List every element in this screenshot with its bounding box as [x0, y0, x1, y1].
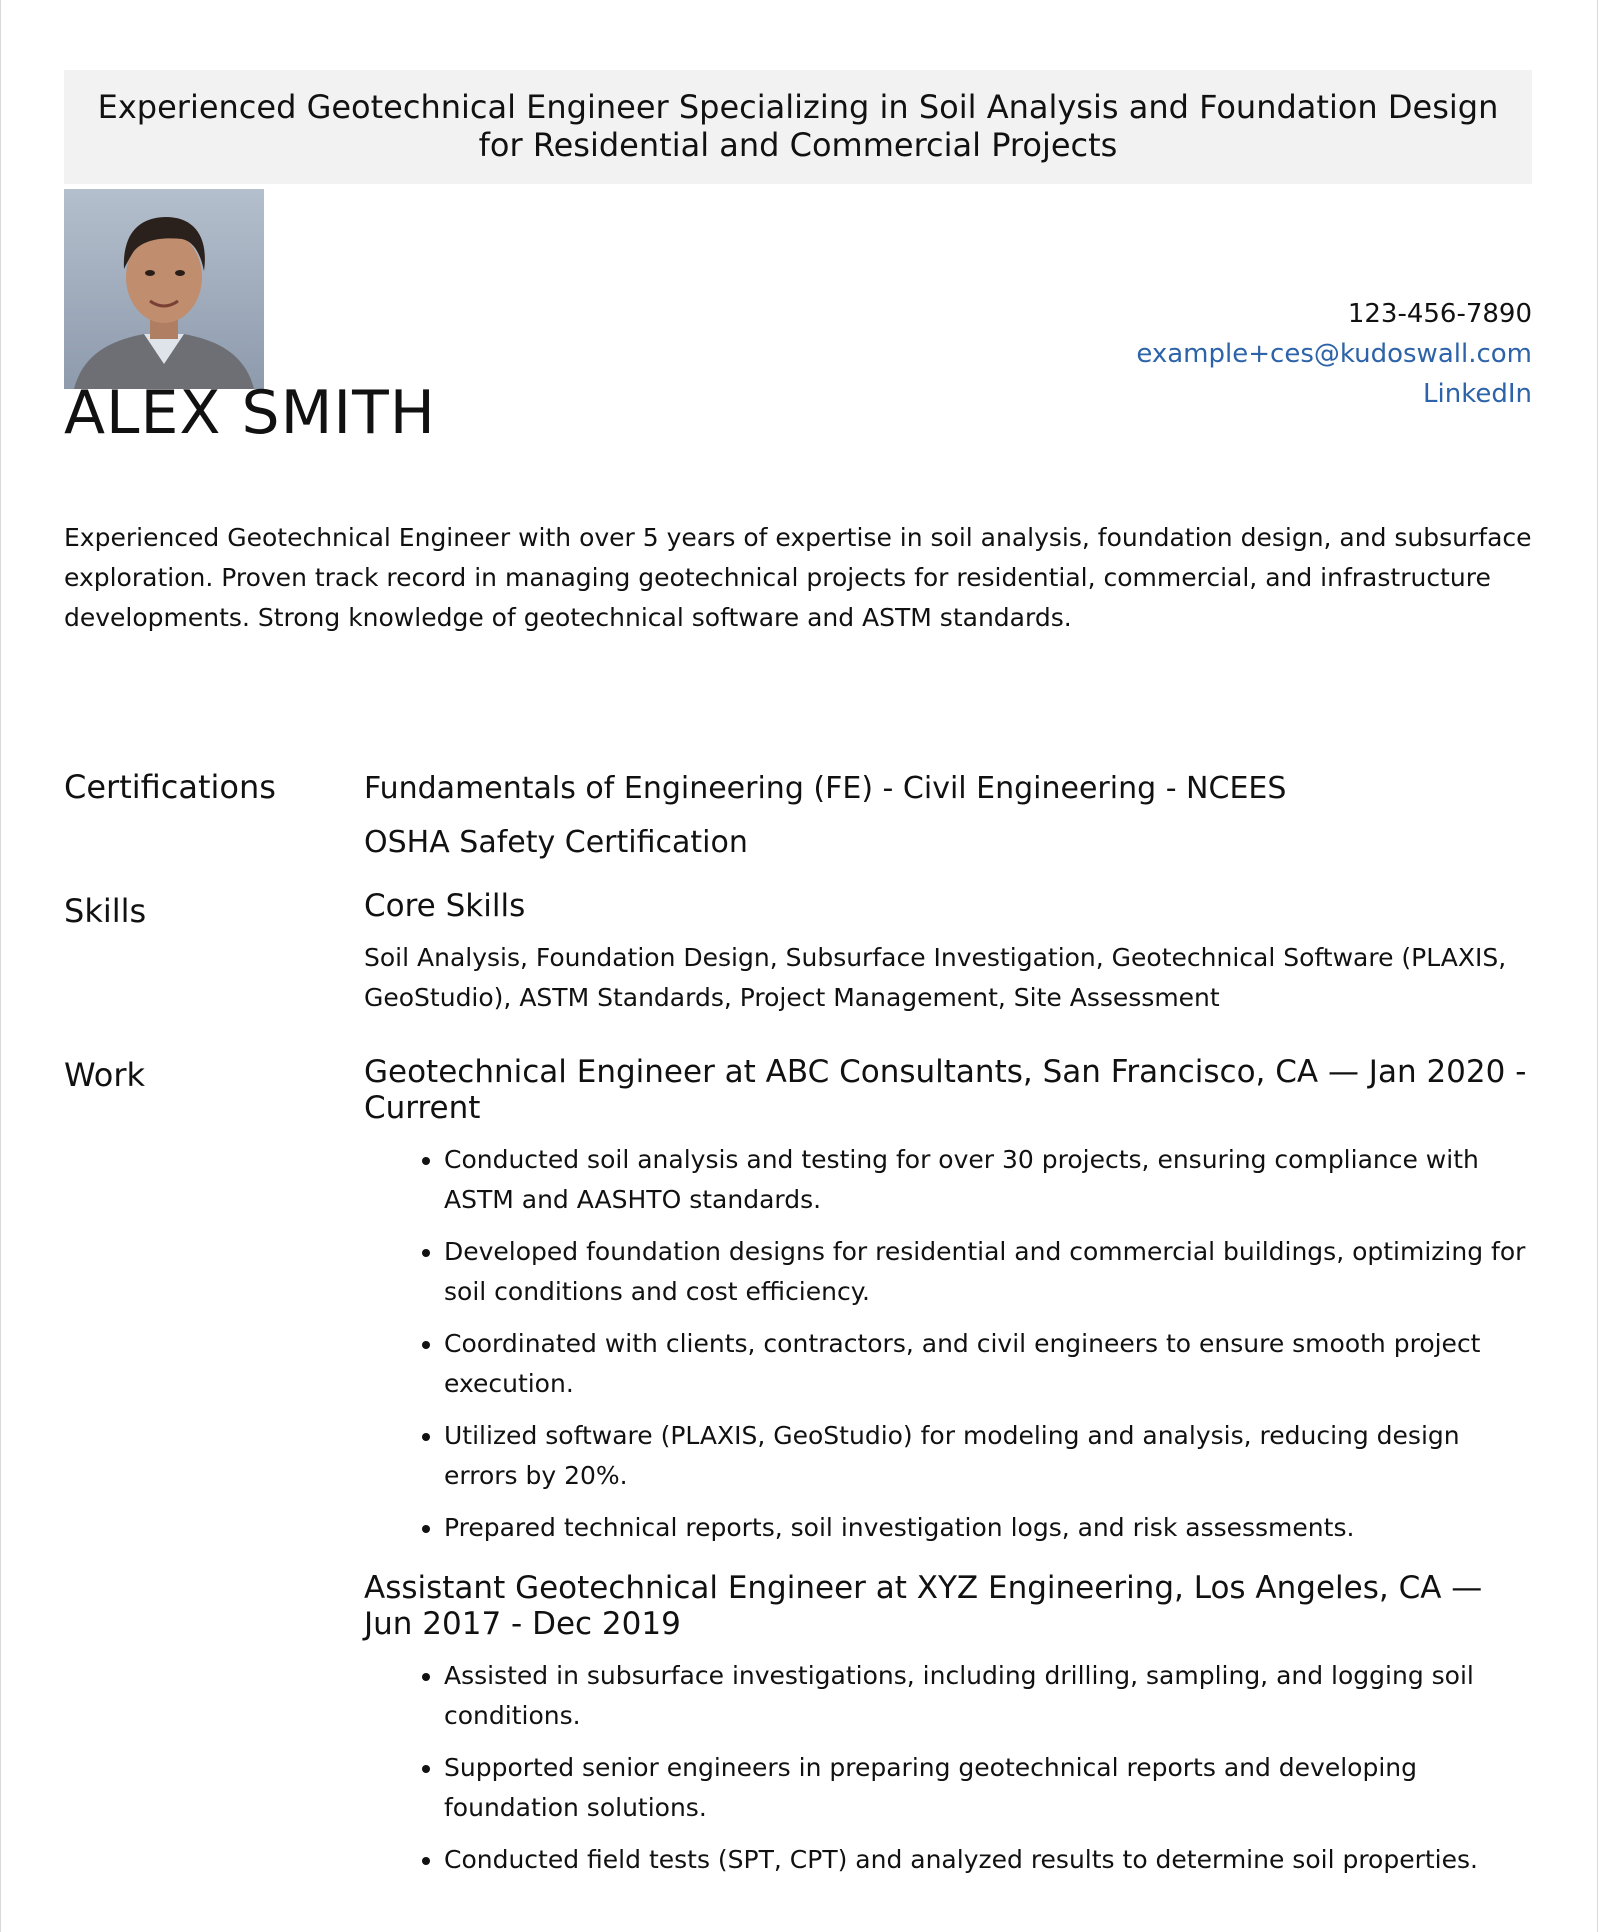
email-link[interactable]: example+ces@kudoswall.com [1136, 339, 1532, 369]
contact-block [1136, 294, 1532, 414]
certifications-list [364, 762, 1532, 870]
candidate-name: ALEX SMITH [64, 378, 436, 448]
skills-body [364, 888, 1532, 1018]
work-section [64, 1054, 1532, 1892]
certifications-section [64, 762, 1532, 870]
work-label: Work [64, 1056, 146, 1094]
summary-paragraph: Experienced Geotechnical Engineer with over 5 years of expertise in soil analysis, foundation design, and subsurface exploration. Proven track record in managing geotechnical projects for residential, commercial, and infrastructure developments. Strong knowledge of geotechnical software and ASTM standards. [64, 523, 1532, 632]
list-item: • Developed foundation designs for residential and commercial buildings, optimizing for soil conditions and cost efficiency. [444, 1232, 1532, 1312]
profile-photo [64, 189, 264, 389]
list-item: • Prepared technical reports, soil investigation logs, and risk assessments. [444, 1508, 1532, 1548]
work-body [364, 1054, 1532, 1892]
certifications-label: Certifications [64, 768, 276, 806]
list-item: • Supported senior engineers in preparing geotechnical reports and developing foundation solutions. [444, 1748, 1532, 1828]
skills-section [64, 888, 1532, 1018]
skills-label: Skills [64, 892, 147, 930]
list-item: • Utilized software (PLAXIS, GeoStudio) for modeling and analysis, reducing design errors by 20%. [444, 1416, 1532, 1496]
list-item: • Coordinated with clients, contractors, and civil engineers to ensure smooth project execution. [444, 1324, 1532, 1404]
certification-item: OSHA Safety Certification [364, 825, 748, 860]
job-title: Assistant Geotechnical Engineer at XYZ Engineering, Los Angeles, CA — Jun 2017 - Dec 2019 [364, 1570, 1483, 1642]
job-title: Geotechnical Engineer at ABC Consultants, San Francisco, CA — Jan 2020 - Current [364, 1054, 1527, 1126]
skills-text: Soil Analysis, Foundation Design, Subsurface Investigation, Geotechnical Software (PLAXIS, GeoStudio), ASTM Standards, Project Management, Site Assessment [364, 943, 1507, 1012]
phone-number: 123-456-7890 [1347, 299, 1532, 329]
linkedin-link[interactable]: LinkedIn [1423, 379, 1532, 409]
resume-page [64, 0, 1532, 1892]
list-item: • Conducted field tests (SPT, CPT) and analyzed results to determine soil properties. [444, 1840, 1532, 1880]
list-item: • Assisted in subsurface investigations, including drilling, sampling, and logging soil conditions. [444, 1656, 1532, 1736]
job-bullets [364, 1656, 1532, 1880]
list-item: • Conducted soil analysis and testing for over 30 projects, ensuring compliance with ASTM and AASHTO standards. [444, 1140, 1532, 1220]
certification-item: Fundamentals of Engineering (FE) - Civil Engineering - NCEES [364, 771, 1287, 806]
skills-title: Core Skills [364, 888, 526, 924]
resume-headline: Experienced Geotechnical Engineer Specializing in Soil Analysis and Foundation Design for Residential and Commercial Projects [64, 70, 1532, 184]
header-row [64, 184, 1532, 448]
job-bullets [364, 1140, 1532, 1548]
